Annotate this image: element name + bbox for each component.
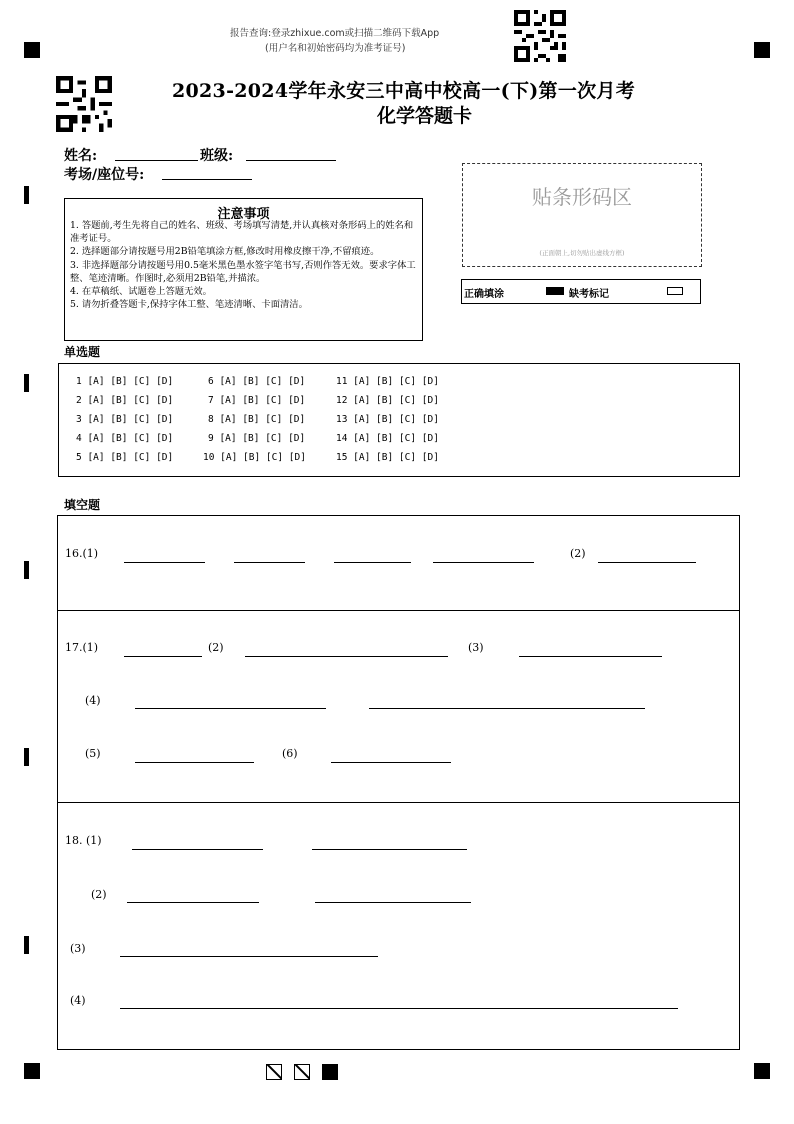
notice-item: 2. 选择题部分请按题号用2B铅笔填涂方框,修改时用橡皮擦干净,不留痕迹。 (70, 246, 380, 258)
page-mark-icon (266, 1064, 282, 1080)
q18-part4-label: (4) (70, 994, 86, 1007)
correct-fill-sample (546, 287, 564, 295)
class-label: 班级: (200, 148, 234, 164)
timing-mark (24, 748, 29, 766)
single-choice-label: 单选题 (64, 345, 101, 359)
answer-line[interactable] (315, 902, 471, 903)
answer-line[interactable] (135, 762, 254, 763)
notice-item: 1. 答题前,考生先将自己的姓名、班级、考场填写清楚,并认真核对条形码上的姓名和准考证号。 (70, 220, 414, 245)
notice-item: 5. 请勿折叠答题卡,保持字体工整、笔迹清晰、卡面清洁。 (70, 299, 308, 311)
q17-part1-label: 17.(1) (65, 641, 99, 654)
barcode-area (462, 163, 702, 267)
notice-box (64, 198, 423, 341)
answer-line[interactable] (245, 656, 448, 657)
q18-part2-label: (2) (91, 888, 107, 901)
choice-item[interactable]: 2 [A] [B] [C] [D] (76, 395, 174, 406)
fill-blank-label: 填空题 (64, 498, 101, 512)
question-16-box (57, 515, 740, 611)
q16-part2-label: (2) (570, 547, 586, 560)
q17-part6-label: (6) (282, 747, 298, 760)
notice-item: 4. 在草稿纸、试题卷上答题无效。 (70, 286, 212, 298)
choice-item[interactable]: 4 [A] [B] [C] [D] (76, 433, 174, 444)
choice-item[interactable]: 11 [A] [B] [C] [D] (336, 376, 439, 387)
answer-line[interactable] (132, 849, 263, 850)
q18-part3-label: (3) (70, 942, 86, 955)
answer-line[interactable] (127, 902, 259, 903)
page-mark-icon (322, 1064, 338, 1080)
choice-item[interactable]: 9 [A] [B] [C] [D] (208, 433, 306, 444)
choice-item[interactable]: 14 [A] [B] [C] [D] (336, 433, 439, 444)
choice-item[interactable]: 5 [A] [B] [C] [D] (76, 452, 174, 463)
choice-item[interactable]: 15 [A] [B] [C] [D] (336, 452, 439, 463)
seat-label: 考场/座位号: (64, 167, 145, 183)
answer-line[interactable] (120, 956, 378, 957)
notice-item: 3. 非选择题部分请按题号用0.5毫米黑色墨水签字笔书写,否则作答无效。要求字体工整、笔迹清晰。作图时,必须用2B铅笔,并描浓。 (70, 259, 416, 284)
registration-mark (24, 42, 40, 58)
choice-item[interactable]: 3 [A] [B] [C] [D] (76, 414, 174, 425)
barcode-note: (正面朝上,切勿贴出虚线方框) (539, 249, 625, 257)
absent-mark-label: 缺考标记 (569, 289, 609, 300)
q17-part2-label: (2) (208, 641, 224, 654)
qr-code-icon (514, 10, 566, 62)
choice-item[interactable]: 13 [A] [B] [C] [D] (336, 414, 439, 425)
q16-part1-label: 16.(1) (65, 547, 99, 560)
registration-mark (754, 1063, 770, 1079)
page-mark-icon (294, 1064, 310, 1080)
answer-line[interactable] (433, 562, 534, 563)
qr-code-icon (56, 76, 112, 132)
correct-fill-label: 正确填涂 (464, 289, 504, 300)
answer-line[interactable] (312, 849, 467, 850)
notice-title: 注意事项 (217, 207, 270, 222)
answer-line[interactable] (331, 762, 451, 763)
choice-item[interactable]: 6 [A] [B] [C] [D] (208, 376, 306, 387)
choice-item[interactable]: 12 [A] [B] [C] [D] (336, 395, 439, 406)
name-label: 姓名: (64, 148, 98, 164)
report-query-text: 报告查询:登录zhixue.com或扫描二维码下载App (230, 28, 440, 39)
answer-line[interactable] (519, 656, 662, 657)
answer-line[interactable] (120, 1008, 678, 1009)
single-choice-box (58, 363, 740, 477)
timing-mark (24, 561, 29, 579)
q17-part5-label: (5) (85, 747, 101, 760)
q17-part4-label: (4) (85, 694, 101, 707)
barcode-title: 贴条形码区 (532, 185, 632, 209)
question-18-box (57, 802, 740, 1050)
answer-line[interactable] (124, 656, 202, 657)
answer-line[interactable] (135, 708, 326, 709)
exam-subtitle: 化学答题卡 (377, 105, 473, 127)
class-field[interactable] (246, 160, 336, 161)
name-field[interactable] (115, 160, 198, 161)
answer-line[interactable] (598, 562, 696, 563)
timing-mark (24, 936, 29, 954)
answer-line[interactable] (334, 562, 411, 563)
notice-body (70, 219, 419, 311)
report-query-note: (用户名和初始密码均为准考证号) (265, 43, 406, 54)
registration-mark (754, 42, 770, 58)
answer-line[interactable] (124, 562, 205, 563)
absent-mark-box[interactable] (667, 287, 683, 295)
choice-item[interactable]: 1 [A] [B] [C] [D] (76, 376, 174, 387)
fill-legend (461, 279, 701, 304)
timing-mark (24, 374, 29, 392)
answer-line[interactable] (369, 708, 645, 709)
exam-title: 2023-2024学年永安三中高中校高一(下)第一次月考 (172, 80, 636, 102)
q18-part1-label: 18. (1) (65, 834, 102, 847)
question-17-box (57, 610, 740, 803)
choice-item[interactable]: 8 [A] [B] [C] [D] (208, 414, 306, 425)
choice-item[interactable]: 7 [A] [B] [C] [D] (208, 395, 306, 406)
answer-line[interactable] (234, 562, 305, 563)
timing-mark (24, 186, 29, 204)
q17-part3-label: (3) (468, 641, 484, 654)
seat-field[interactable] (162, 179, 252, 180)
registration-mark (24, 1063, 40, 1079)
choice-item[interactable]: 10 [A] [B] [C] [D] (203, 452, 306, 463)
